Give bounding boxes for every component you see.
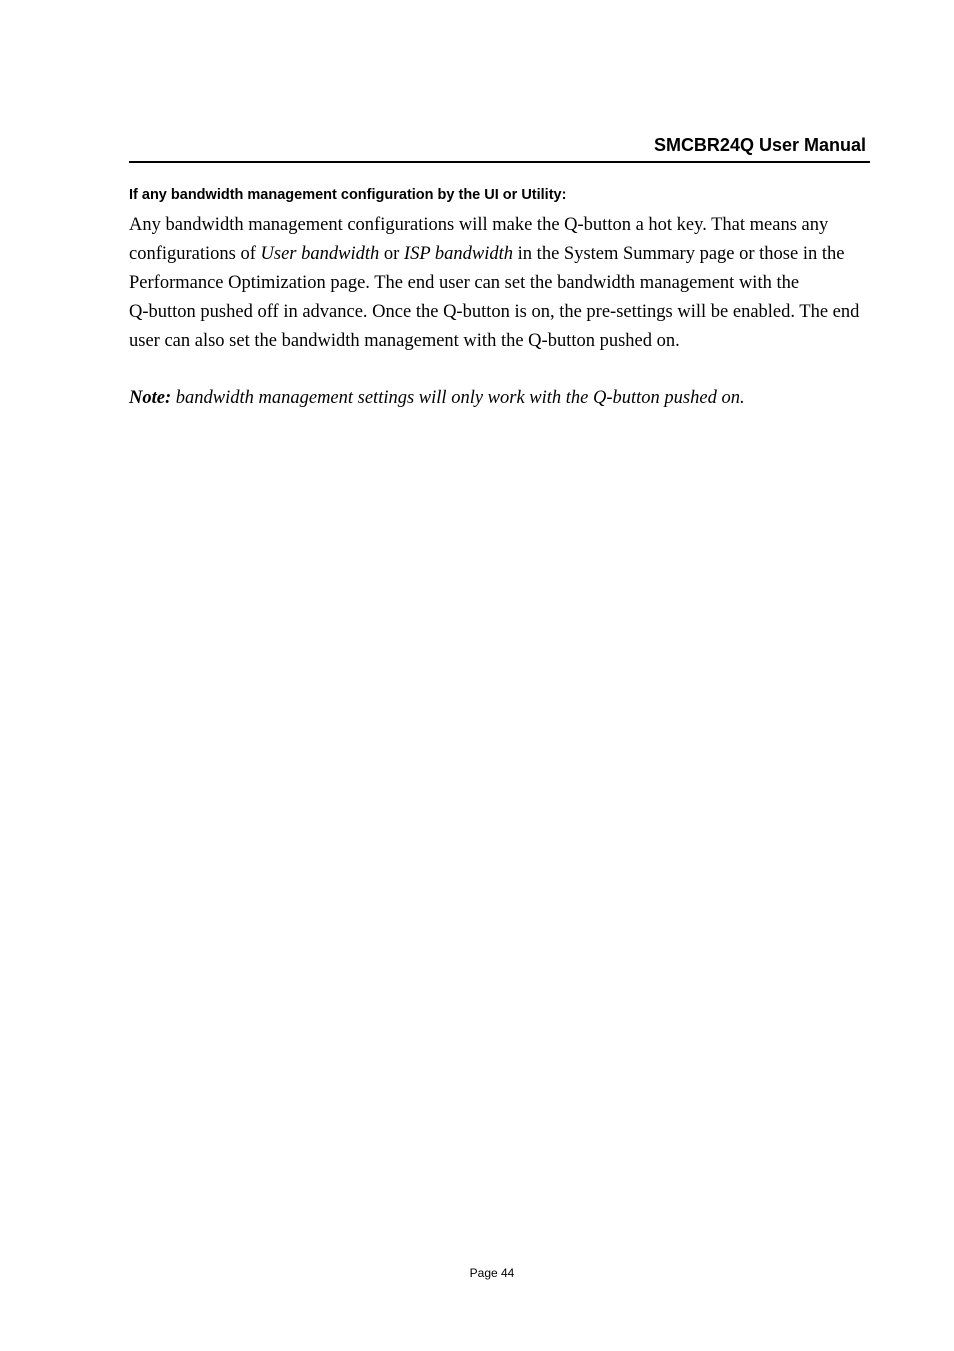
paragraph-text: or [379, 244, 404, 264]
page-number: Page 44 [469, 1266, 515, 1280]
note-text: bandwidth management settings will only work with the Q-button pushed on. [171, 388, 745, 408]
paragraph-line-2 [129, 240, 899, 269]
header-divider [129, 161, 870, 163]
paragraph-line-4: Q-button pushed off in advance. Once the Q-button is on, the pre-settings will be enabled. The end [129, 302, 860, 322]
note-paragraph [129, 384, 745, 413]
note-label: Note: [129, 388, 172, 408]
manual-title: SMCBR24Q User Manual [653, 135, 866, 155]
user-bandwidth-term: User bandwidth [260, 244, 380, 264]
paragraph-text: in the System Summary page or those in the [513, 244, 845, 264]
section-heading: If any bandwidth management configuration by the UI or Utility: [129, 187, 567, 203]
paragraph-line-1: Any bandwidth management configurations will make the Q-button a hot key. That means any [129, 215, 829, 235]
paragraph-line-5: user can also set the bandwidth management with the Q-button pushed on. [129, 331, 680, 351]
isp-bandwidth-term: ISP bandwidth [403, 244, 514, 264]
paragraph-text: configurations of [129, 244, 261, 264]
body-paragraph [129, 211, 899, 356]
paragraph-line-3: Performance Optimization page. The end user can set the bandwidth management with the [129, 273, 800, 293]
